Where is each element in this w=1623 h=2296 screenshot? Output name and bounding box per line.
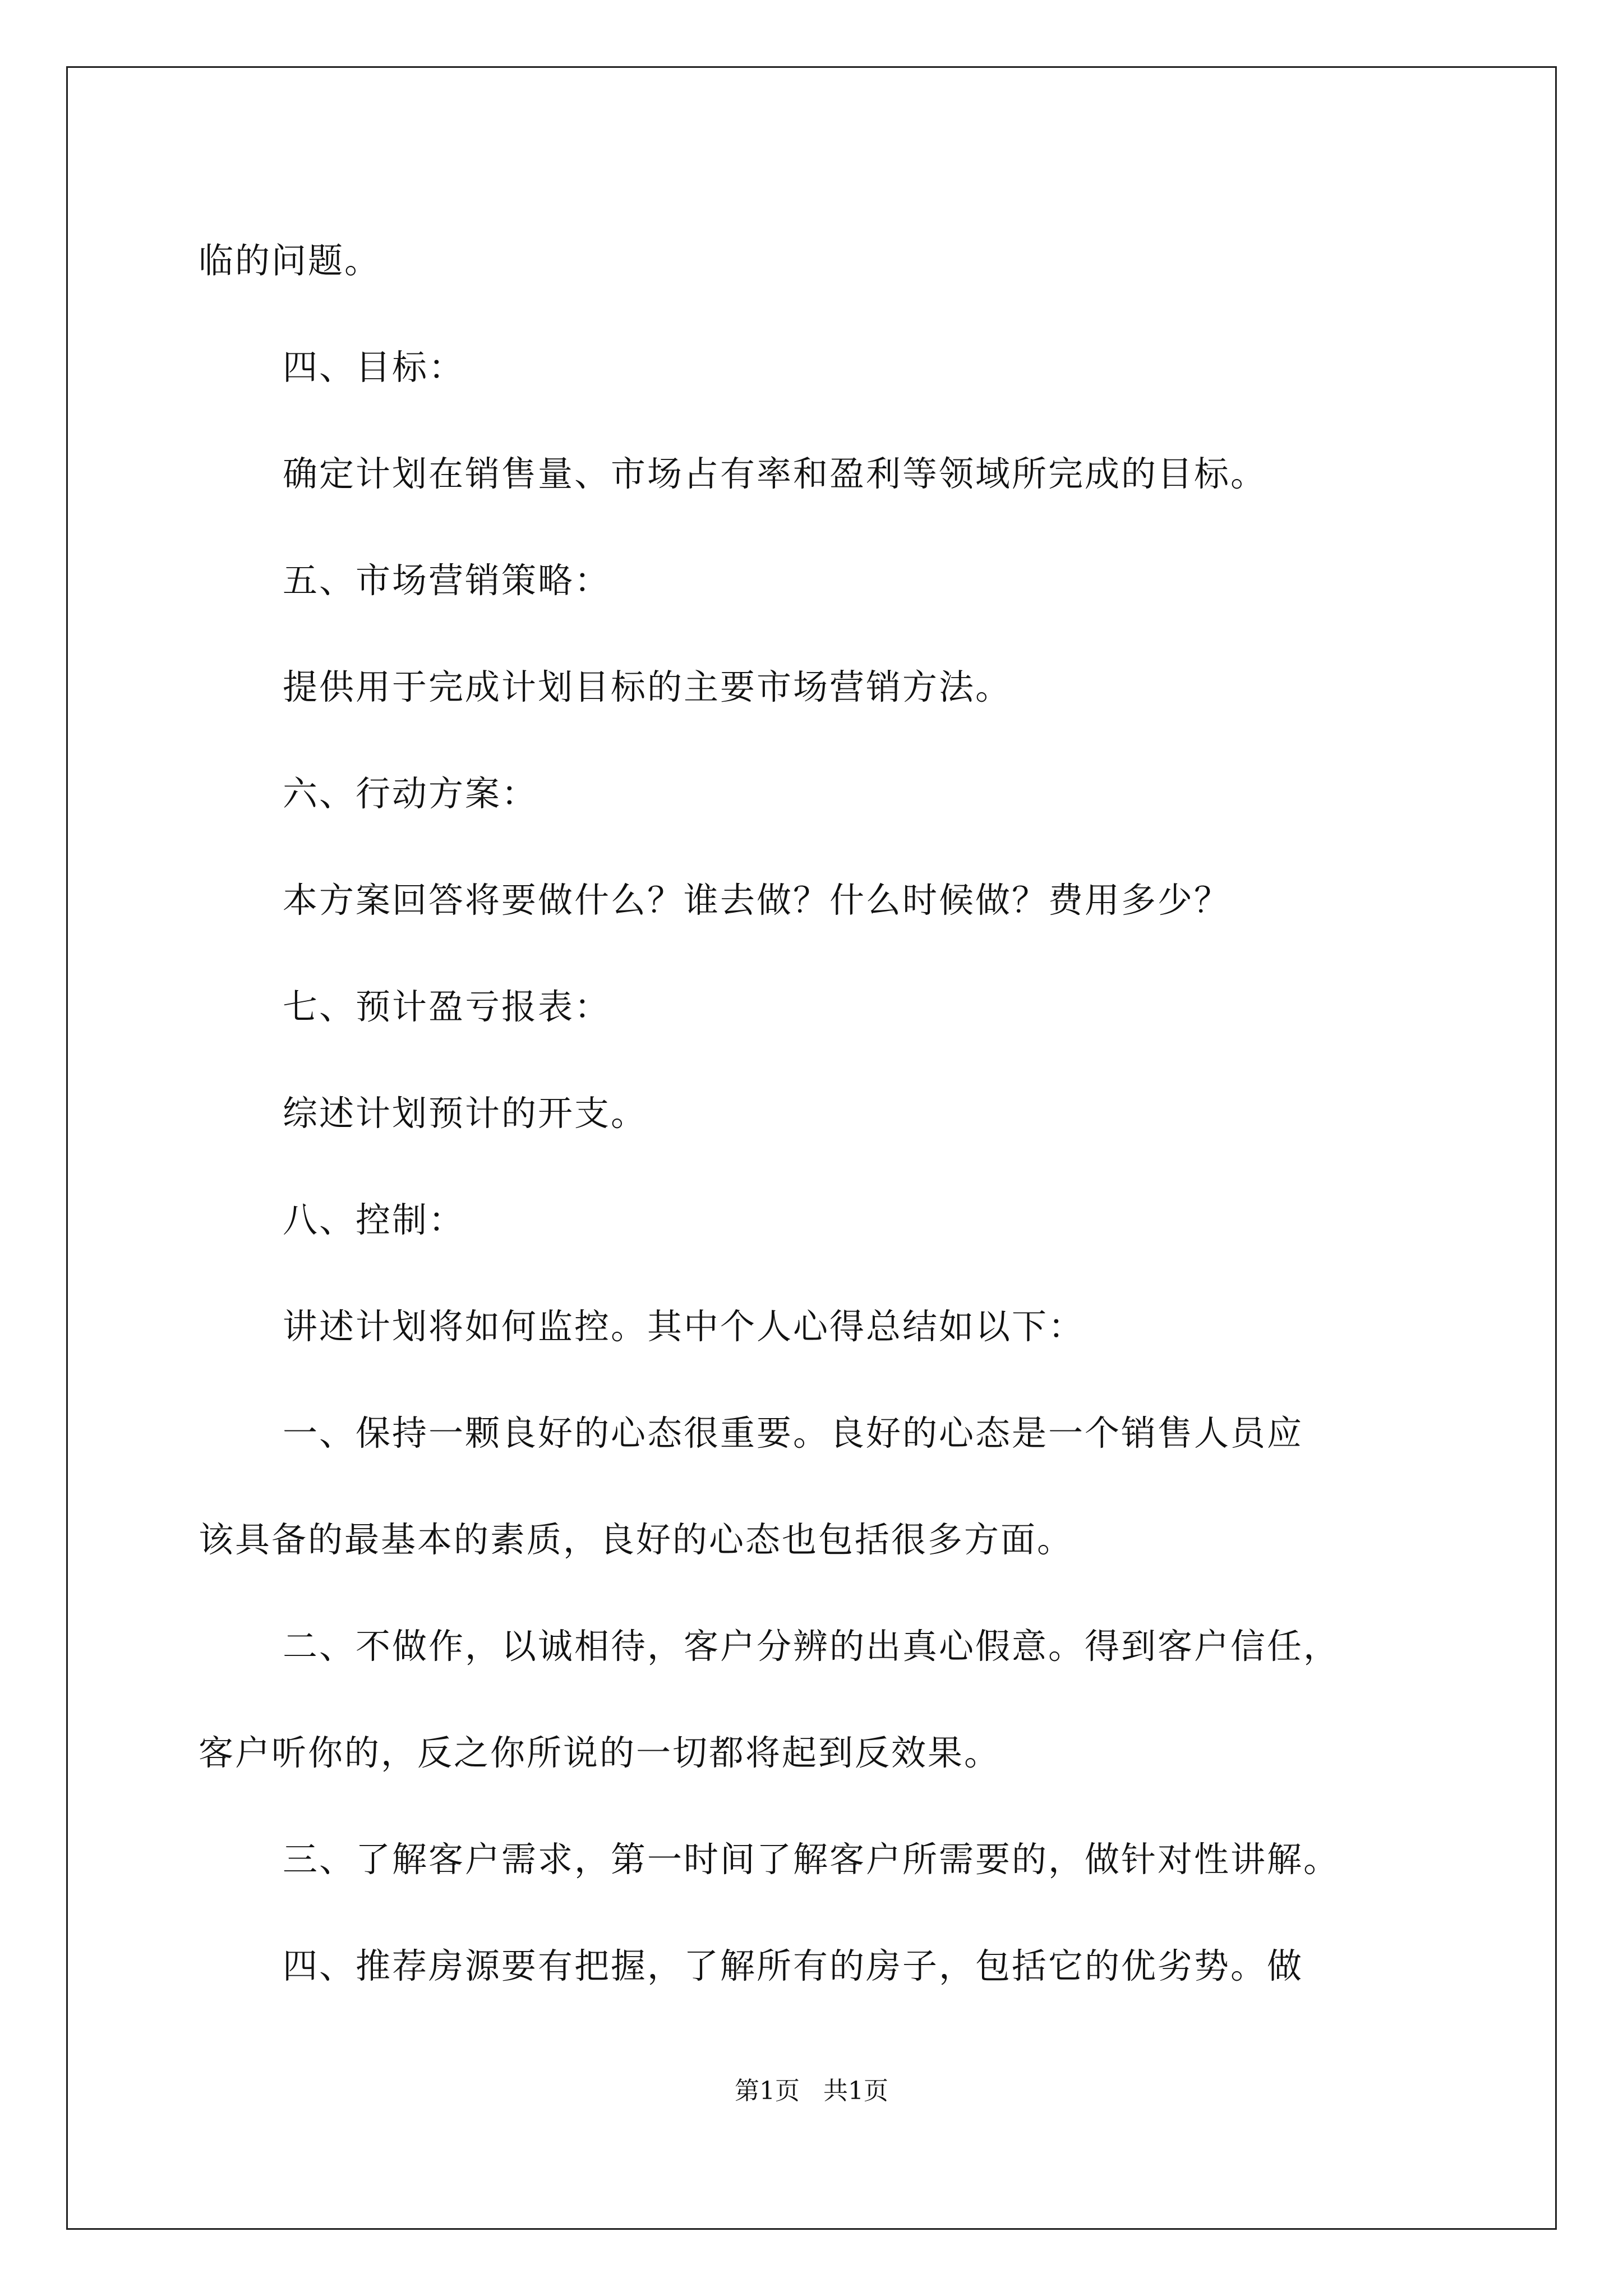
paragraph-line: 三、了解客户需求，第一时间了解客户所需要的，做针对性讲解。 [283,1839,1340,1880]
paragraph-line: 五、市场营销策略： [283,560,611,601]
paragraph-line: 七、预计盈亏报表： [283,986,611,1027]
paragraph-line: 四、推荐房源要有把握，了解所有的房子，包括它的优劣势。做 [283,1945,1304,1986]
paragraph-line: 该具备的最基本的素质，良好的心态也包括很多方面。 [199,1519,1074,1560]
paragraph-line: 客户听你的，反之你所说的一切都将起到反效果。 [199,1732,1001,1773]
paragraph-line: 六、行动方案： [283,773,538,814]
paragraph-line: 综述计划预计的开支。 [283,1093,648,1134]
paragraph-line: 提供用于完成计划目标的主要市场营销方法。 [283,666,1012,707]
paragraph-line: 二、不做作，以诚相待，客户分辨的出真心假意。得到客户信任， [283,1626,1340,1667]
paragraph-line: 确定计划在销售量、市场占有率和盈利等领域所完成的目标。 [283,453,1267,494]
paragraph-line: 临的问题。 [199,240,381,281]
paragraph-line: 一、保持一颗良好的心态很重要。良好的心态是一个销售人员应 [283,1412,1304,1453]
paragraph-line: 八、控制： [283,1199,465,1240]
paragraph-line: 本方案回答将要做什么？谁去做？什么时候做？费用多少？ [283,880,1231,921]
paragraph-line: 四、目标： [283,347,465,388]
paragraph-line: 讲述计划将如何监控。其中个人心得总结如以下： [283,1306,1085,1347]
page-footer: 第1页 共1页 [735,2077,888,2105]
document-body [199,208,1444,2019]
